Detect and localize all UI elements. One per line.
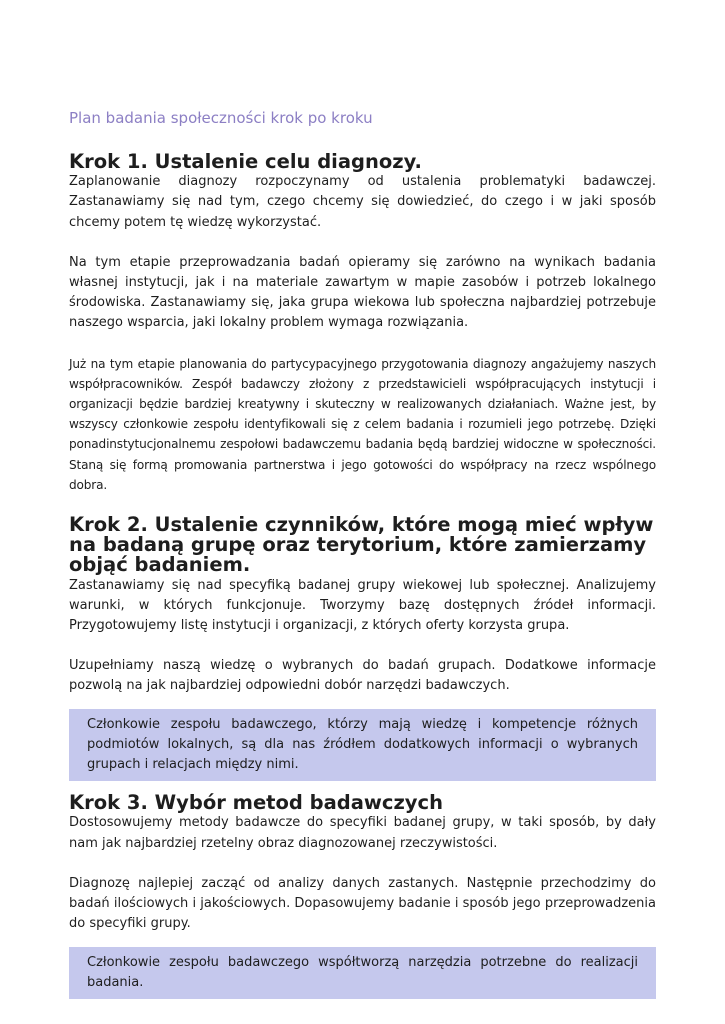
step-2-heading: Krok 2. Ustalenie czynników, które mogą mieć wpływ na badaną grupę oraz terytorium, które zamierzamy objąć badaniem. xyxy=(69,513,654,577)
document-page xyxy=(69,106,656,999)
step-3-section xyxy=(69,793,656,999)
step-3-paragraph-2: Diagnozę najlepiej zacząć od analizy danych zastanych. Następnie przechodzimy do badań ilościowych i jakościowych. Dopasowujemy badanie i sposób jego przeprowadzenia do specyfiki grupy. xyxy=(69,875,656,932)
step-2-callout: Członkowie zespołu badawczego, którzy mają wiedzę i kompetencje różnych podmiotów lokalnych, są dla nas źródłem dodatkowych informacji o wybranych grupach i relacjach między nimi. xyxy=(69,709,656,782)
step-2-section xyxy=(69,515,656,781)
step-1-heading: Krok 1. Ustalenie celu diagnozy. xyxy=(69,150,422,173)
step-2-paragraph-1: Zastanawiamy się nad specyfiką badanej grupy wiekowej lub społecznej. Analizujemy warunki, w których funkcjonuje. Tworzymy bazę dostępnych źródeł informacji. Przygotowujemy listę instytucji i organizacji, z których oferty korzysta grupa. xyxy=(69,577,656,634)
page-title: Plan badania społeczności krok po kroku xyxy=(69,109,373,127)
step-3-callout: Członkowie zespołu badawczego współtworzą narzędzia potrzebne do realizacji badania. xyxy=(69,947,656,999)
step-1-section xyxy=(69,152,656,495)
step-3-heading: Krok 3. Wybór metod badawczych xyxy=(69,791,443,815)
step-1-paragraph-3: Już na tym etapie planowania do partycypacyjnego przygotowania diagnozy angażujemy naszych współpracowników. Zespół badawczy złożony z przedstawicieli współpracujących instytucji i organizacji będzie bardziej kreatywny i skuteczny w realizowanych działaniach. Ważne jest, by wszyscy członkowie zespołu identyfikowali się z celem badania i rozumieli jego potrzebę. Dzięki ponadinstytucjonalnemu zespołowi badawczemu badania będą bardziej widoczne w społeczności. Staną się formą promowania partnerstwa i jego gotowości do współpracy na rzecz wspólnego dobra. xyxy=(69,356,656,492)
step-1-paragraph-2: Na tym etapie przeprowadzania badań opieramy się zarówno na wynikach badania własnej instytucji, jak i na materiale zawartym w mapie zasobów i potrzeb lokalnego środowiska. Zastanawiamy się, jaka grupa wiekowa lub społeczna najbardziej potrzebuje naszego wsparcia, jaki lokalny problem wymaga rozwiązania. xyxy=(69,254,656,331)
step-1-paragraph-1: Zaplanowanie diagnozy rozpoczynamy od ustalenia problematyki badawczej. Zastanawiamy się nad tym, czego chcemy się dowiedzieć, do czego i w jaki sposób chcemy potem tę wiedzę wykorzystać. xyxy=(69,174,656,230)
step-2-paragraph-2: Uzupełniamy naszą wiedzę o wybranych do badań grupach. Dodatkowe informacje pozwolą na jak najbardziej odpowiedni dobór narzędzi badawczych. xyxy=(69,658,656,694)
step-3-paragraph-1: Dostosowujemy metody badawcze do specyfiki badanej grupy, w taki sposób, by dały nam jak najbardziej rzetelny obraz diagnozowanej rzeczywistości. xyxy=(69,815,656,851)
